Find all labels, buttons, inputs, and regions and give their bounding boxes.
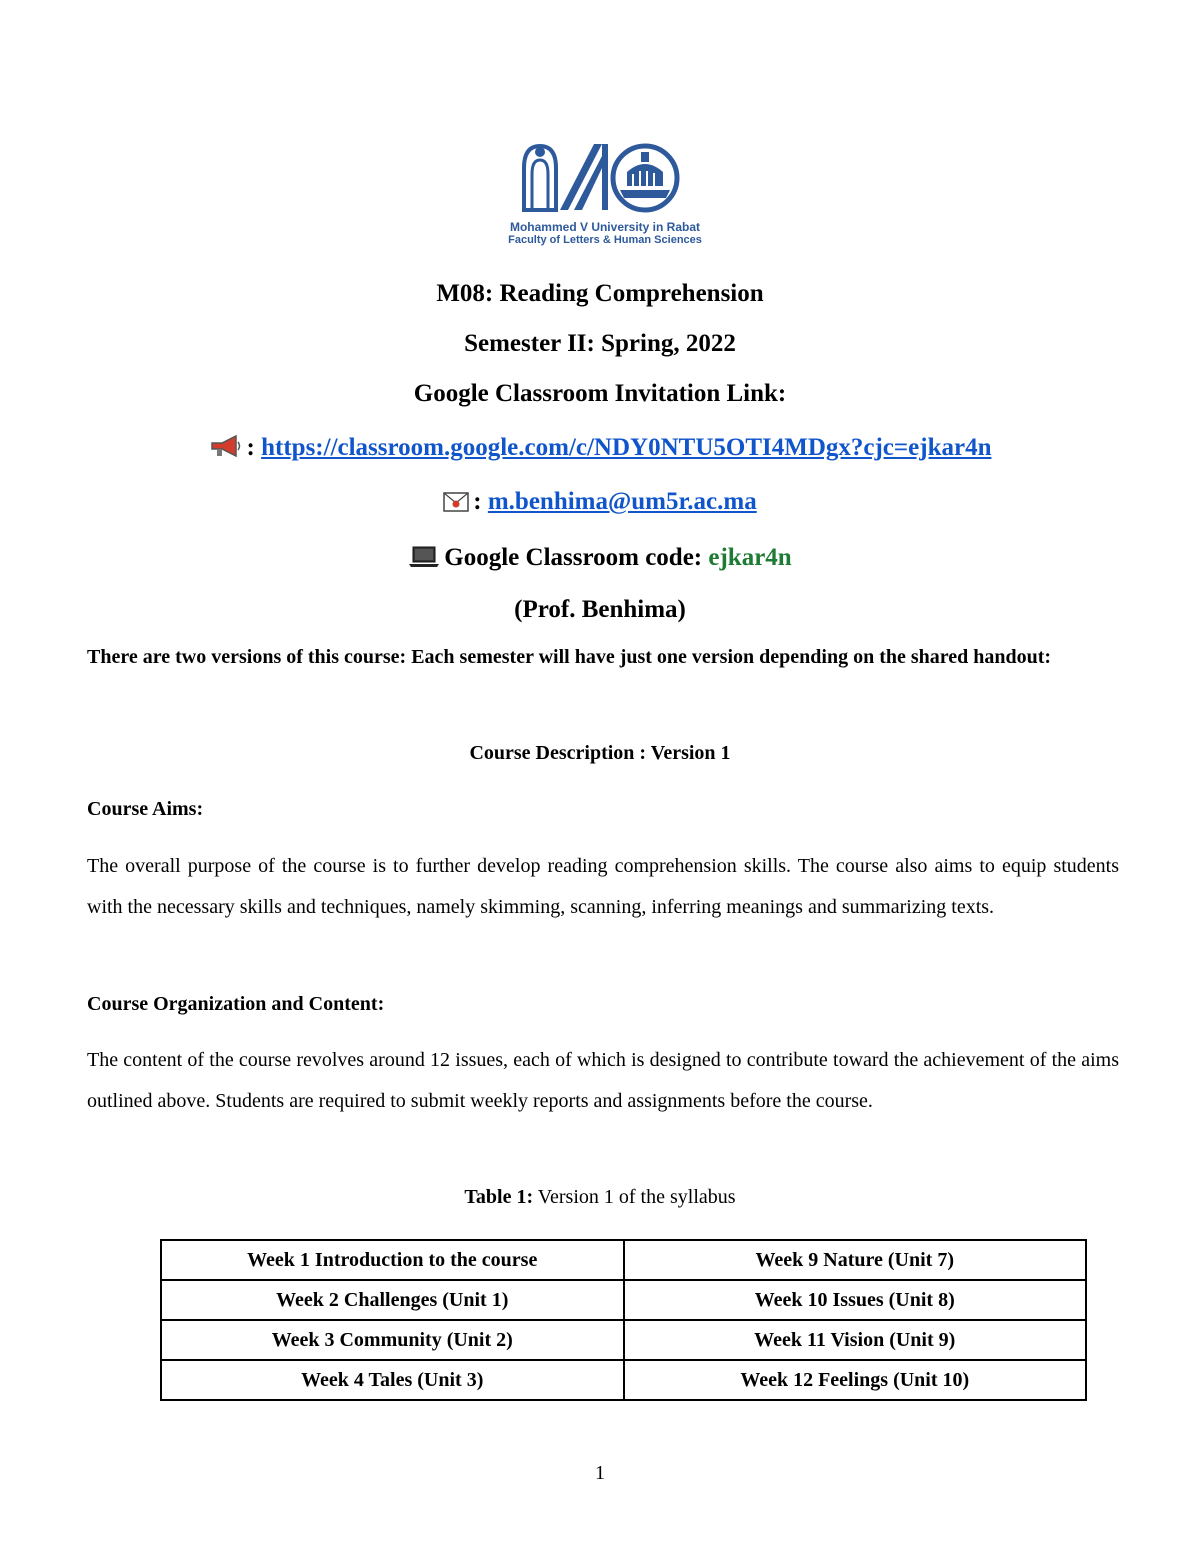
course-aims-text: The overall purpose of the course is to further develop reading comprehension skills. The course also aims to equip students with the necessary skills and techniques, namely skimming, scanning, inferring meanings and summarizing texts.	[87, 855, 1119, 918]
course-organization-heading: Course Organization and Content:	[87, 993, 385, 1015]
table-cell: Week 10 Issues (Unit 8)	[624, 1280, 1087, 1320]
table-cell: Week 2 Challenges (Unit 1)	[161, 1280, 624, 1320]
versions-note: There are two versions of this course: Each semester will have just one version depending on the shared handout:	[87, 646, 1052, 668]
envelope-icon	[443, 491, 469, 519]
table-cell: Week 3 Community (Unit 2)	[161, 1320, 624, 1360]
invitation-link-line	[0, 434, 1200, 465]
table-caption	[0, 1186, 1200, 1209]
course-description-heading: Course Description : Version 1	[469, 742, 731, 764]
table-cell: Week 1 Introduction to the course	[161, 1240, 624, 1280]
table-row	[161, 1240, 1086, 1280]
table-row	[161, 1320, 1086, 1360]
classroom-code-label: Google Classroom code:	[444, 544, 709, 571]
email-separator: :	[473, 488, 488, 515]
table-row	[161, 1280, 1086, 1320]
link-separator: :	[246, 434, 262, 461]
table-caption-text: Version 1 of the syllabus	[533, 1186, 736, 1208]
university-emblem-icon	[490, 138, 720, 218]
table-cell: Week 11 Vision (Unit 9)	[624, 1320, 1087, 1360]
logo-university-name: Mohammed V University in Rabat	[509, 220, 701, 234]
email-link[interactable]: m.benhima@um5r.ac.ma	[487, 488, 757, 515]
megaphone-icon	[209, 434, 243, 465]
course-title: M08: Reading Comprehension	[436, 280, 764, 307]
invitation-link[interactable]: https://classroom.google.com/c/NDY0NTU5OTI4MDgx?cjc=ejkar4n	[261, 434, 992, 461]
syllabus-table	[160, 1239, 1087, 1401]
table-row	[161, 1360, 1086, 1400]
professor-name: (Prof. Benhima)	[514, 596, 686, 623]
table-cell: Week 4 Tales (Unit 3)	[161, 1360, 624, 1400]
laptop-icon	[408, 546, 440, 575]
logo-faculty-name: Faculty of Letters & Human Sciences	[508, 234, 702, 246]
invitation-label: Google Classroom Invitation Link:	[413, 380, 787, 407]
page-number: 1	[595, 1462, 605, 1484]
course-aims-heading: Course Aims:	[87, 798, 204, 820]
classroom-code-value: ejkar4n	[708, 544, 792, 571]
table-caption-label: Table 1:	[464, 1186, 534, 1208]
classroom-code-line	[0, 544, 1200, 575]
email-line	[0, 488, 1200, 519]
semester-line: Semester II: Spring, 2022	[464, 330, 736, 357]
course-organization-text: The content of the course revolves around 12 issues, each of which is designed to contribute toward the achievement of the aims outlined above. Students are required to submit weekly reports and assignments before the course.	[87, 1049, 1119, 1112]
table-cell: Week 12 Feelings (Unit 10)	[624, 1360, 1087, 1400]
university-logo	[490, 138, 720, 250]
table-cell: Week 9 Nature (Unit 7)	[624, 1240, 1087, 1280]
